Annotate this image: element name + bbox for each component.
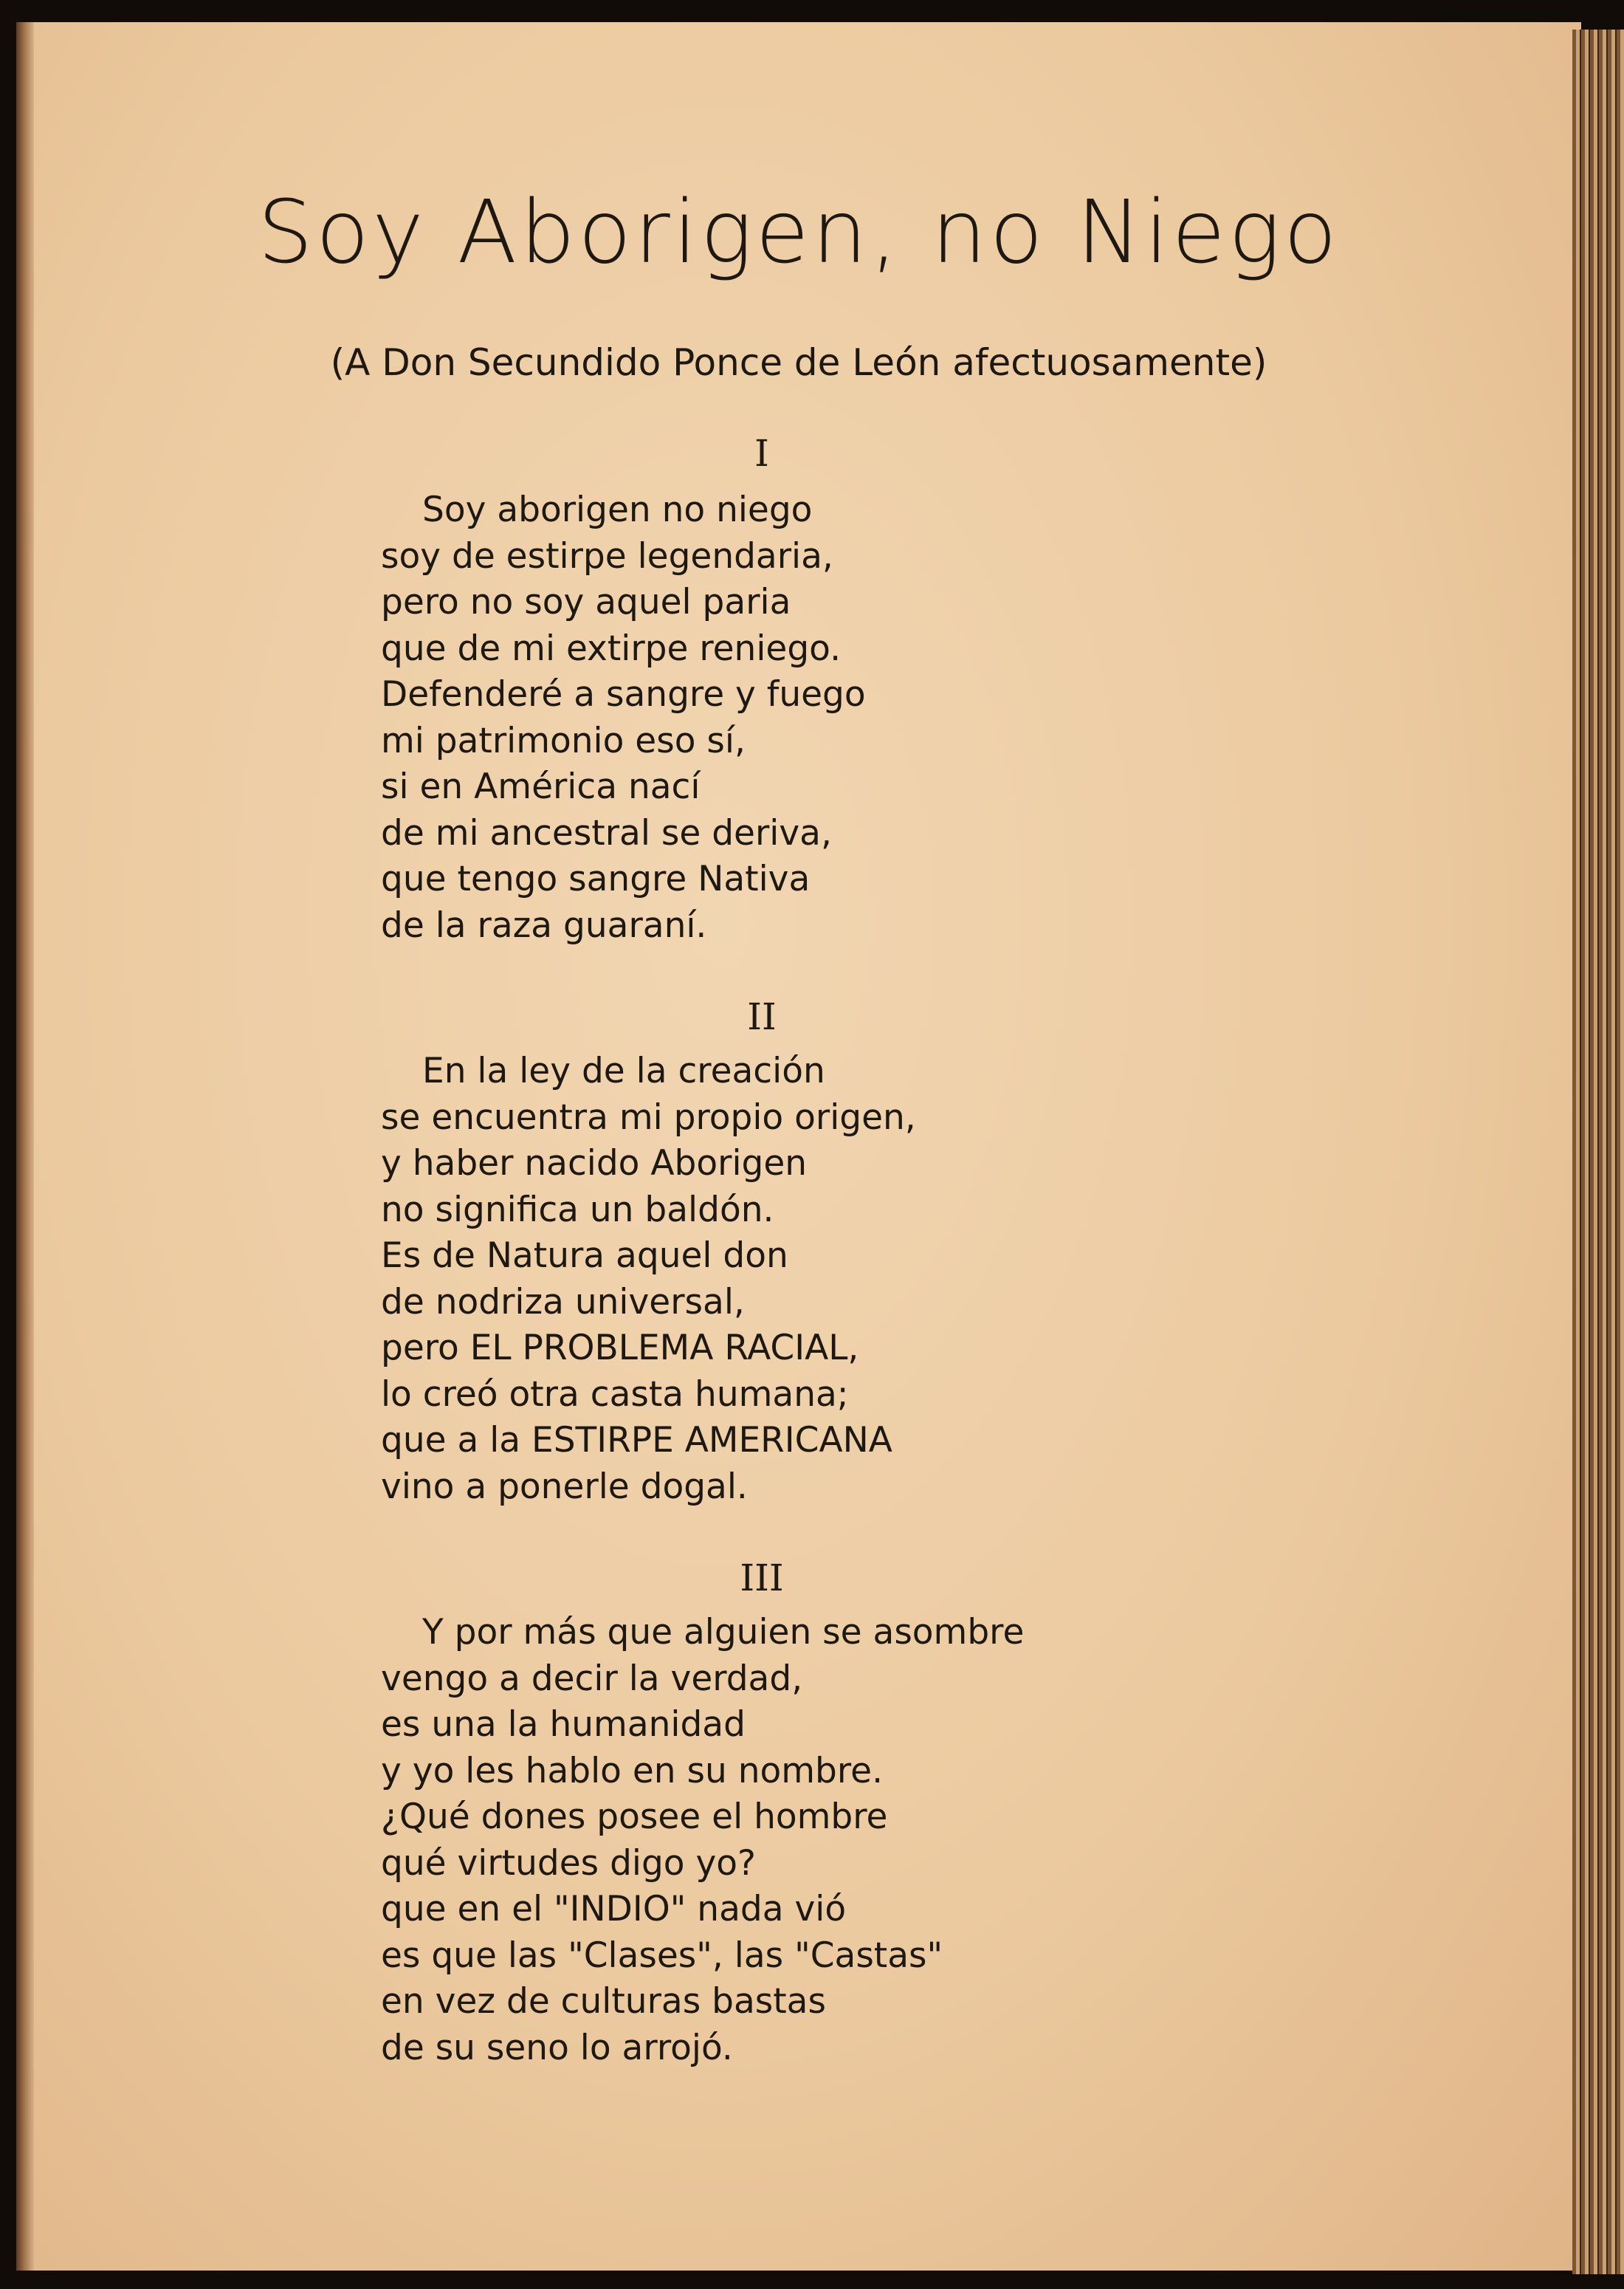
poem-title: Soy Aborigen, no Niego (258, 181, 1340, 283)
stanza-number: III (740, 1557, 784, 1599)
verse-line: que a la ESTIRPE AMERICANA (381, 1420, 892, 1461)
verse-line: de la raza guaraní. (381, 905, 707, 946)
verse-line: que tengo sangre Nativa (381, 859, 811, 899)
verse-line: que en el "INDIO" nada vió (381, 1889, 847, 1929)
verse-line: es una la humanidad (381, 1704, 746, 1745)
verse-line: es que las "Clases", las "Castas" (381, 1935, 943, 1976)
verse-line: En la ley de la creación (422, 1051, 825, 1091)
verse-line: pero no soy aquel paria (381, 582, 791, 622)
verse-line: ¿Qué dones posee el hombre (381, 1796, 888, 1837)
verse-line: lo creó otra casta humana; (381, 1373, 849, 1415)
book-page (16, 22, 1581, 2271)
poem-dedication: (A Don Secundido Ponce de León afectuosamente) (330, 341, 1267, 384)
verse-line: y haber nacido Aborigen (381, 1143, 808, 1184)
verse-line: soy de estirpe legendaria, (381, 535, 833, 577)
verse-line: Defenderé a sangre y fuego (381, 674, 866, 715)
page-binding (16, 22, 34, 2271)
verse-line: Es de Natura aquel don (381, 1235, 788, 1276)
verse-line: que de mi extirpe reniego. (381, 628, 842, 669)
verse-line: no significa un baldón. (381, 1189, 774, 1230)
verse-line: de mi ancestral se deriva, (381, 812, 832, 854)
verse-line: vengo a decir la verdad, (381, 1658, 803, 1699)
page-edges (1572, 30, 1624, 2274)
stanza-3 (381, 1610, 1024, 2071)
verse-line: y yo les hablo en su nombre. (381, 1750, 884, 1791)
verse-line: Y por más que alguien se asombre (422, 1612, 1025, 1653)
verse-line: Soy aborigen no niego (422, 490, 813, 530)
verse-line: en vez de culturas bastas (381, 1981, 826, 2022)
stanza-number: II (747, 995, 777, 1038)
verse-line: qué virtudes digo yo? (381, 1842, 757, 1884)
verse-line: si en América nací (381, 766, 701, 807)
stanza-2 (381, 1049, 916, 1510)
verse-line: vino a ponerle dogal. (381, 1466, 748, 1507)
verse-line: se encuentra mi propio origen, (381, 1097, 916, 1138)
verse-line: mi patrimonio eso sí, (381, 720, 746, 761)
verse-line: de su seno lo arrojó. (381, 2027, 733, 2068)
stanza-number: I (754, 432, 769, 475)
verse-line: pero EL PROBLEMA RACIAL, (381, 1328, 859, 1368)
stanza-1 (381, 487, 866, 949)
verse-line: de nodriza universal, (381, 1281, 745, 1322)
